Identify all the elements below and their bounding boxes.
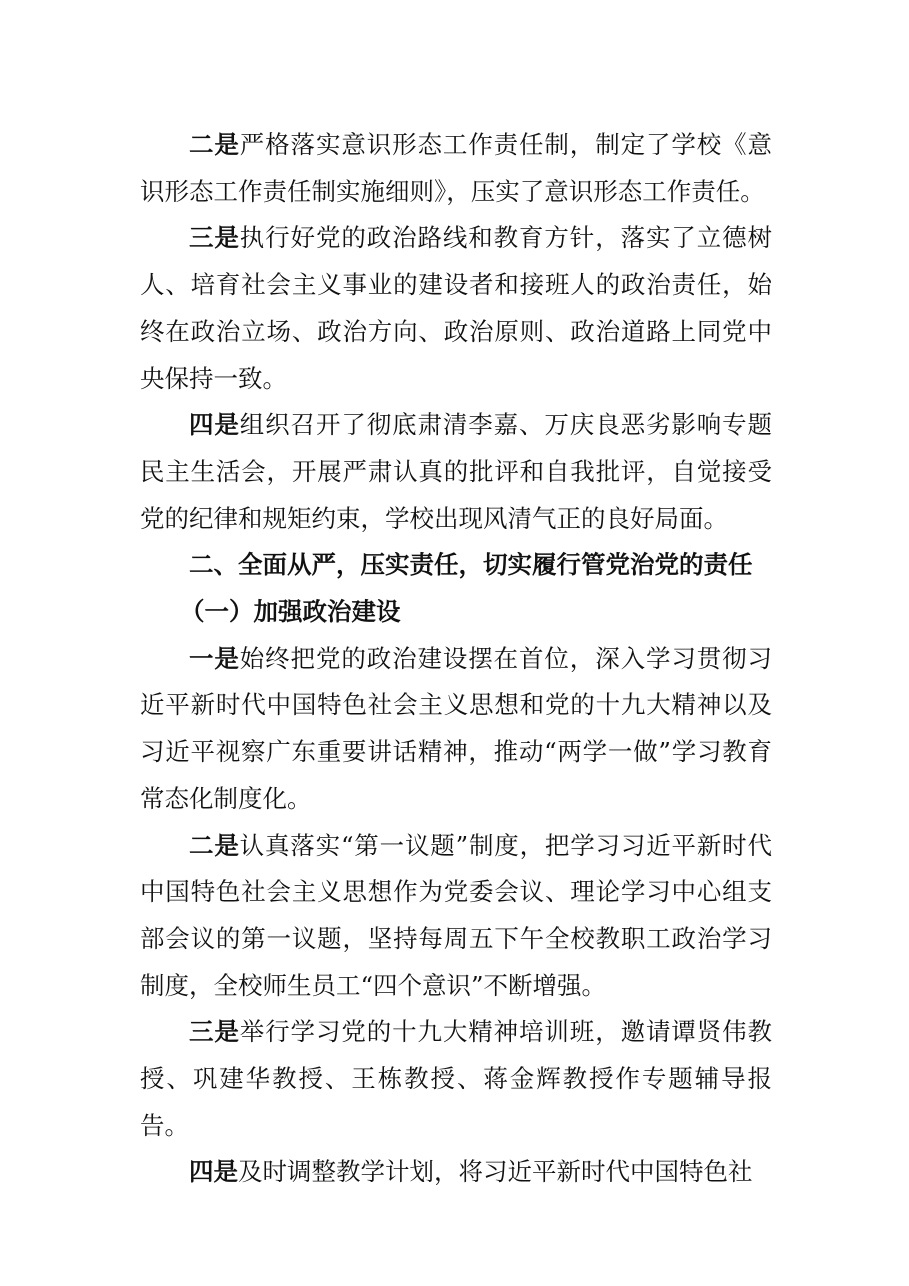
document-body xyxy=(140,122,772,1196)
paragraph-text: 及时调整教学计划，将习近平新时代中国特色社 xyxy=(238,1157,753,1187)
paragraph-text: 组织召开了彻底肃清李嘉、万庆良恶劣影响专题民主生活会，开展严肃认真的批评和自我批评，自觉接受党的纪律和规矩约束，学校出现风清气正的良好局面。 xyxy=(140,410,773,533)
paragraph-text: 始终把党的政治建设摆在首位，深入学习贯彻习近平新时代中国特色社会主义思想和党的十九大精神以及习近平视察广东重要讲话精神，推动“两学一做”学习教育常态化制度化。 xyxy=(140,643,773,813)
paragraph-text: 执行好党的政治路线和教育方针，落实了立德树人、培育社会主义事业的建设者和接班人的政治责任，始终在政治立场、政治方向、政治原则、政治道路上同党中央保持一致。 xyxy=(140,223,773,393)
paragraph-lead: 一是 xyxy=(189,643,240,673)
paragraph-political-construction xyxy=(140,636,772,823)
paragraph-text: 举行学习党的十九大精神培训班，邀请谭贤伟教授、巩建华教授、王栋教授、蒋金辉教授作专题辅导报告。 xyxy=(140,1017,773,1140)
paragraph-democratic-life-meeting xyxy=(140,402,772,542)
paragraph-text: 认真落实“第一议题”制度，把学习习近平新时代中国特色社会主义思想作为党委会议、理论学习中心组支部会议的第一议题，坚持每周五下午全校教职工政治学习制度，全校师生员工“四个意识”不断增强。 xyxy=(140,830,772,1000)
paragraph-training-class xyxy=(140,1009,772,1149)
section-heading: 二、全面从严，压实责任，切实履行管党治党的责任 xyxy=(189,550,753,580)
paragraph-text: 严格落实意识形态工作责任制，制定了学校《意识形态工作责任制实施细则》，压实了意识形态工作责任。 xyxy=(140,130,773,206)
paragraph-teaching-plan xyxy=(140,1149,772,1196)
subsection-heading: （一）加强政治建设 xyxy=(180,597,401,627)
paragraph-lead: 四是 xyxy=(189,410,240,440)
paragraph-lead: 四是 xyxy=(189,1157,238,1187)
paragraph-lead: 三是 xyxy=(189,1017,240,1047)
paragraph-first-agenda xyxy=(140,823,772,1010)
paragraph-ideology-responsibility xyxy=(140,122,772,215)
paragraph-lead: 三是 xyxy=(189,223,240,253)
paragraph-lead: 二是 xyxy=(189,830,240,860)
paragraph-political-line xyxy=(140,215,772,402)
paragraph-lead: 二是 xyxy=(189,130,240,159)
